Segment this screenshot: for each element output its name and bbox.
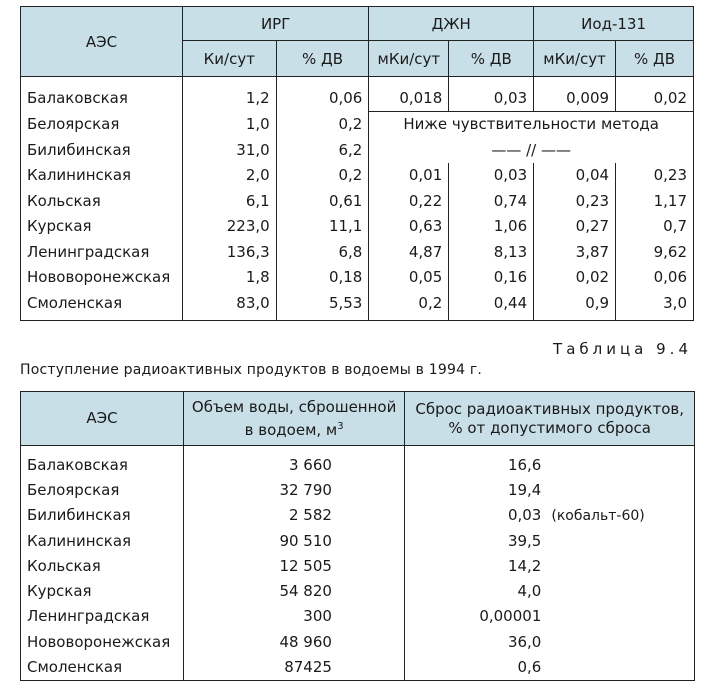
discharge-value: 0,00001 xyxy=(479,607,542,626)
cell-value: 0,06 xyxy=(616,265,694,291)
row-name: Кольская xyxy=(21,188,183,214)
cell-value: 136,3 xyxy=(182,239,276,265)
cell-value: 9,62 xyxy=(616,239,694,265)
discharge-value: 14,2 xyxy=(507,556,542,575)
cell-value: 83,0 xyxy=(182,290,276,320)
cell-value: 0,16 xyxy=(449,265,534,291)
cell-value: 4,87 xyxy=(369,239,449,265)
header-irg: ИРГ xyxy=(182,7,368,41)
cell-discharge xyxy=(405,446,695,478)
cell-value: 2,0 xyxy=(182,163,276,189)
row-name: Белоярская xyxy=(21,477,184,502)
table-row xyxy=(21,265,694,291)
table-row xyxy=(21,446,695,478)
cell-value: 0,02 xyxy=(534,265,616,291)
cell-volume xyxy=(183,604,404,629)
header-volume-line1: Объем воды, сброшенной xyxy=(191,397,397,416)
cell-value: 0,9 xyxy=(534,290,616,320)
ditto-mark: —— // —— xyxy=(369,137,694,163)
volume-value: 90 510 xyxy=(279,531,332,550)
discharge-value: 36,0 xyxy=(507,632,542,651)
volume-value: 2 582 xyxy=(288,506,332,525)
table-row xyxy=(21,553,695,578)
header-discharge xyxy=(405,392,695,446)
table-row xyxy=(21,111,694,137)
cell-value: 1,06 xyxy=(449,214,534,240)
header-pct-dv: % ДВ xyxy=(449,41,534,77)
volume-value: 3 660 xyxy=(288,455,332,474)
cell-discharge xyxy=(405,503,695,528)
volume-value: 12 505 xyxy=(279,556,332,575)
table-row xyxy=(21,503,695,528)
cell-volume xyxy=(183,629,404,654)
header-volume xyxy=(183,392,404,446)
cell-value: 6,1 xyxy=(182,188,276,214)
table-row xyxy=(21,604,695,629)
cell-value: 0,44 xyxy=(449,290,534,320)
header-iod: Иод-131 xyxy=(534,7,694,41)
cell-value: 1,8 xyxy=(182,265,276,291)
table-row xyxy=(21,163,694,189)
row-name: Курская xyxy=(21,214,183,240)
cell-discharge xyxy=(405,629,695,654)
table-title: Поступление радиоактивных продуктов в водоемы в 1994 г. xyxy=(20,362,483,378)
header-pct-dv: % ДВ xyxy=(276,41,369,77)
cell-value: 0,2 xyxy=(369,290,449,320)
cell-value: 0,18 xyxy=(276,265,369,291)
table-row xyxy=(21,77,694,112)
cell-discharge xyxy=(405,654,695,680)
cell-value: 1,17 xyxy=(616,188,694,214)
volume-value: 32 790 xyxy=(279,480,332,499)
table-number: Таблица 9.4 xyxy=(553,340,692,358)
cell-value: 0,03 xyxy=(449,163,534,189)
cell-volume xyxy=(183,528,404,553)
table-row xyxy=(21,654,695,680)
row-name: Ленинградская xyxy=(21,604,184,629)
table-row xyxy=(21,214,694,240)
cell-discharge xyxy=(405,578,695,603)
emissions-table xyxy=(20,6,694,321)
header-mki-per-day: мКи/сут xyxy=(534,41,616,77)
table-row xyxy=(21,290,694,320)
cell-value: 6,2 xyxy=(276,137,369,163)
table-row xyxy=(21,528,695,553)
cell-value: 223,0 xyxy=(182,214,276,240)
cell-value: 0,2 xyxy=(276,111,369,137)
cell-volume xyxy=(183,477,404,502)
row-name: Кольская xyxy=(21,553,184,578)
cell-value: 0,01 xyxy=(369,163,449,189)
cell-value: 0,63 xyxy=(369,214,449,240)
cell-discharge xyxy=(405,553,695,578)
discharge-value: 16,6 xyxy=(507,455,542,474)
header-aes: АЭС xyxy=(21,392,184,446)
cell-value: 0,27 xyxy=(534,214,616,240)
cell-value: 11,1 xyxy=(276,214,369,240)
row-name: Ленинградская xyxy=(21,239,183,265)
discharge-value: 19,4 xyxy=(507,480,542,499)
table-row xyxy=(21,188,694,214)
cell-value: 0,23 xyxy=(534,188,616,214)
table-row xyxy=(21,578,695,603)
cell-value: 0,23 xyxy=(616,163,694,189)
row-name: Балаковская xyxy=(21,446,184,478)
row-name: Билибинская xyxy=(21,137,183,163)
cell-value: 0,2 xyxy=(276,163,369,189)
discharge-value: 39,5 xyxy=(507,531,542,550)
header-volume-sup: 3 xyxy=(337,420,344,432)
cell-value: 31,0 xyxy=(182,137,276,163)
cell-volume xyxy=(183,503,404,528)
row-name: Смоленская xyxy=(21,290,183,320)
discharge-value: 4,0 xyxy=(517,582,542,601)
cell-value: 0,009 xyxy=(534,77,616,112)
cell-value: 3,0 xyxy=(616,290,694,320)
row-name: Билибинская xyxy=(21,503,184,528)
cell-volume xyxy=(183,654,404,680)
cell-value: 0,05 xyxy=(369,265,449,291)
cell-value: 0,02 xyxy=(616,77,694,112)
cell-discharge xyxy=(405,604,695,629)
row-name: Смоленская xyxy=(21,654,184,680)
table-row xyxy=(21,629,695,654)
header-aes: АЭС xyxy=(21,7,183,77)
cell-value: 0,61 xyxy=(276,188,369,214)
header-volume-line2 xyxy=(185,417,403,440)
volume-value: 48 960 xyxy=(279,632,332,651)
header-pct-dv: % ДВ xyxy=(616,41,694,77)
row-name: Калининская xyxy=(21,528,184,553)
header-discharge-line1: Сброс радиоактивных продуктов, xyxy=(415,399,685,418)
volume-value: 87425 xyxy=(284,658,332,677)
header-volume-unit: в водоем, м xyxy=(244,420,338,439)
cell-discharge xyxy=(405,477,695,502)
cell-value: 8,13 xyxy=(449,239,534,265)
cell-value: 1,2 xyxy=(182,77,276,112)
discharge-value: 0,03 xyxy=(507,506,542,525)
discharge-value: 0,6 xyxy=(517,658,542,677)
header-mki-per-day: мКи/сут xyxy=(369,41,449,77)
header-dzhn: ДЖН xyxy=(369,7,534,41)
cell-volume xyxy=(183,578,404,603)
row-name: Нововоронежская xyxy=(21,265,183,291)
table-row xyxy=(21,137,694,163)
cell-value: 5,53 xyxy=(276,290,369,320)
cell-value: 0,04 xyxy=(534,163,616,189)
header-ki-per-day: Ки/сут xyxy=(182,41,276,77)
row-name: Калининская xyxy=(21,163,183,189)
volume-value: 300 xyxy=(303,607,332,626)
cell-value: 0,018 xyxy=(369,77,449,112)
row-name: Балаковская xyxy=(21,77,183,112)
cell-value: 3,87 xyxy=(534,239,616,265)
row-name: Нововоронежская xyxy=(21,629,184,654)
cell-value: 0,03 xyxy=(449,77,534,112)
cell-value: 0,06 xyxy=(276,77,369,112)
cell-volume xyxy=(183,553,404,578)
below-sensitivity-note: Ниже чувствительности метода xyxy=(369,111,694,137)
cell-volume xyxy=(183,446,404,478)
cell-value: 6,8 xyxy=(276,239,369,265)
volume-value: 54 820 xyxy=(279,582,332,601)
cell-value: 1,0 xyxy=(182,111,276,137)
cobalt-note: (кобальт-60) xyxy=(551,508,645,525)
cell-value: 0,7 xyxy=(616,214,694,240)
row-name: Белоярская xyxy=(21,111,183,137)
cell-value: 0,22 xyxy=(369,188,449,214)
table-row xyxy=(21,477,695,502)
water-discharge-table xyxy=(20,391,695,681)
table-row xyxy=(21,239,694,265)
header-discharge-line2: % от допустимого сброса xyxy=(448,418,651,437)
cell-value: 0,74 xyxy=(449,188,534,214)
row-name: Курская xyxy=(21,578,184,603)
cell-discharge xyxy=(405,528,695,553)
